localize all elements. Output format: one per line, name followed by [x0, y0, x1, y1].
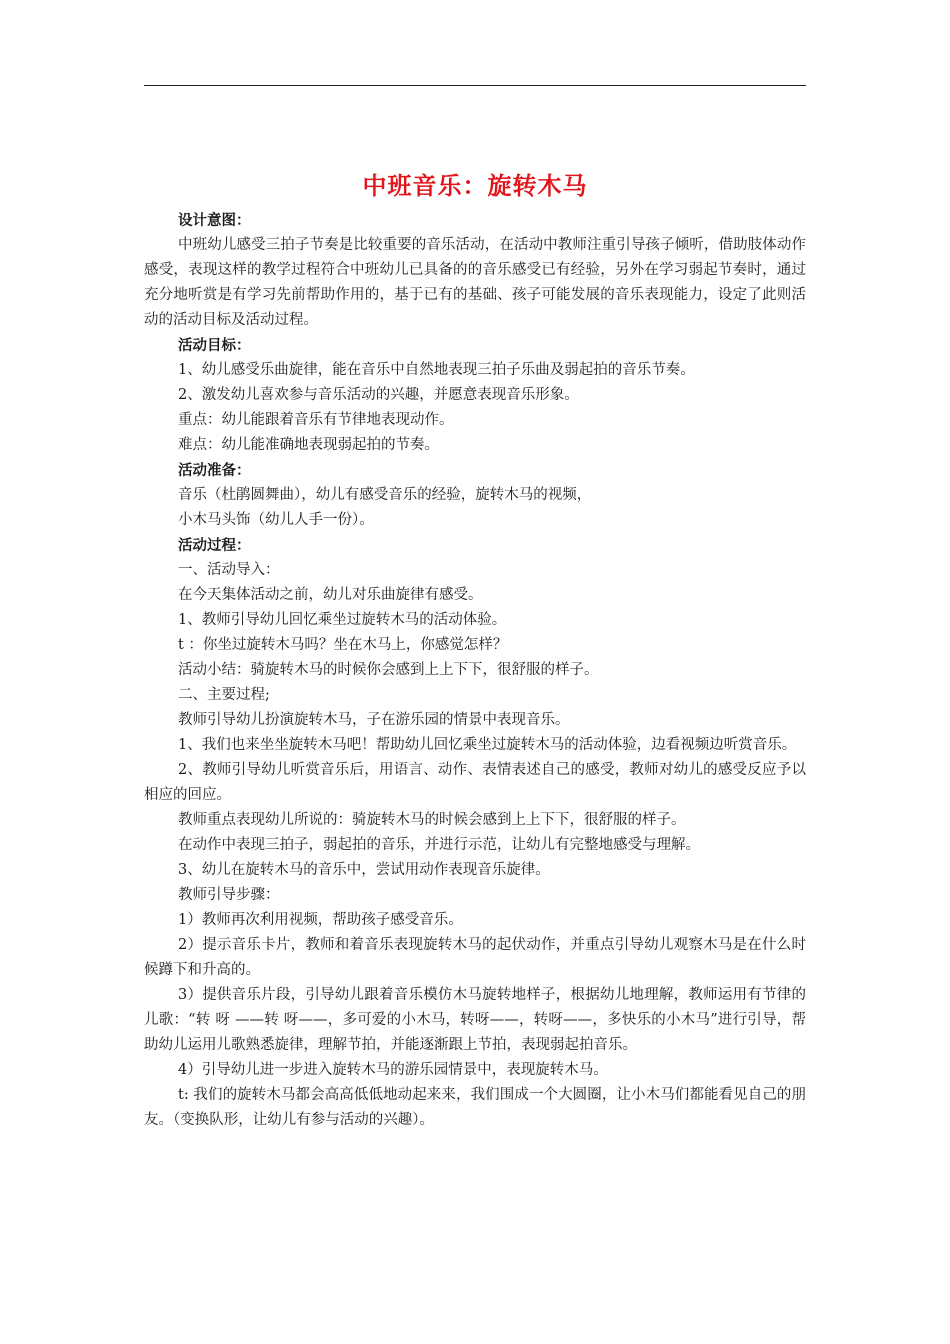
paragraph: 教师引导步骤： — [178, 887, 280, 903]
paragraph: 活动小结：骑旋转木马的时候你会感到上上下下，很舒服的样子。 — [178, 662, 599, 678]
paragraph: 2、激发幼儿喜欢参与音乐活动的兴趣，并愿意表现音乐形象。 — [178, 387, 579, 403]
section-heading: 活动目标： — [178, 337, 251, 354]
paragraph: 小木马头饰（幼儿人手一份）。 — [178, 512, 374, 528]
section-heading: 活动准备： — [178, 462, 251, 479]
paragraph: 重点：幼儿能跟着音乐有节律地表现动作。 — [178, 412, 454, 428]
paragraph: 中班幼儿感受三拍子节奏是比较重要的音乐活动，在活动中教师注重引导孩子倾听，借助肢体动作感受，表现这样的教学过程符合中班幼儿已具备的的音乐感受已有经验，另外在学习弱起节奏时，通过充分地听赏是有学习先前帮助作用的，基于已有的基础、孩子可能发展的音乐表现能力，设定了此则活动的活动目标及活动过程。 — [144, 237, 806, 328]
section-heading: 设计意图： — [178, 212, 251, 229]
paragraph: 3）提供音乐片段，引导幼儿跟着音乐模仿木马旋转地样子，根据幼儿地理解，教师运用有节律的儿歌：“转 呀 ——转 呀——，多可爱的小木马，转呀——，转呀——，多快乐的小木马”进行引导，帮助幼儿运用儿歌熟悉旋律，理解节拍，并能逐渐跟上节拍，表现弱起拍音乐。 — [144, 987, 806, 1053]
paragraph: 二、主要过程; — [178, 687, 270, 703]
paragraph: t ：你坐过旋转木马吗？坐在木马上，你感觉怎样？ — [178, 637, 508, 653]
paragraph: 在今天集体活动之前，幼儿对乐曲旋律有感受。 — [178, 587, 483, 603]
paragraph: 1）教师再次利用视频，帮助孩子感受音乐。 — [178, 912, 463, 928]
paragraph: 2、教师引导幼儿听赏音乐后，用语言、动作、表情表述自己的感受，教师对幼儿的感受反应予以相应的回应。 — [144, 762, 806, 803]
paragraph: 教师引导幼儿扮演旋转木马，子在游乐园的情景中表现音乐。 — [178, 712, 570, 728]
paragraph: 一、活动导入： — [178, 562, 280, 578]
paragraph: 1、我们也来坐坐旋转木马吧！帮助幼儿回忆乘坐过旋转木马的活动体验，边看视频边听赏音乐。 — [178, 737, 797, 753]
paragraph: 3、幼儿在旋转木马的音乐中，尝试用动作表现音乐旋律。 — [178, 862, 550, 878]
header-rule — [144, 85, 806, 86]
paragraph: 难点：幼儿能准确地表现弱起拍的节奏。 — [178, 437, 439, 453]
paragraph: 4）引导幼儿进一步进入旋转木马的游乐园情景中，表现旋转木马。 — [178, 1062, 608, 1078]
paragraph: 1、幼儿感受乐曲旋律，能在音乐中自然地表现三拍子乐曲及弱起拍的音乐节奏。 — [178, 362, 695, 378]
paragraph: t: 我们的旋转木马都会高高低低地动起来来，我们围成一个大圆圈，让小木马们都能看见自己的朋友。（变换队形，让幼儿有参与活动的兴趣）。 — [144, 1087, 806, 1128]
paragraph: 2）提示音乐卡片，教师和着音乐表现旋转木马的起伏动作，并重点引导幼儿观察木马是在什么时候蹲下和升高的。 — [144, 937, 806, 978]
paragraph: 音乐（杜鹃圆舞曲），幼儿有感受音乐的经验，旋转木马的视频， — [178, 487, 592, 503]
paragraph: 1、教师引导幼儿回忆乘坐过旋转木马的活动体验。 — [178, 612, 507, 628]
paragraph: 在动作中表现三拍子，弱起拍的音乐，并进行示范，让幼儿有完整地感受与理解。 — [178, 837, 700, 853]
page-title: 中班音乐：旋转木马 — [362, 171, 588, 200]
document-body — [144, 208, 806, 1133]
section-heading: 活动过程： — [178, 537, 251, 554]
paragraph: 教师重点表现幼儿所说的：骑旋转木马的时候会感到上上下下，很舒服的样子。 — [178, 812, 686, 828]
